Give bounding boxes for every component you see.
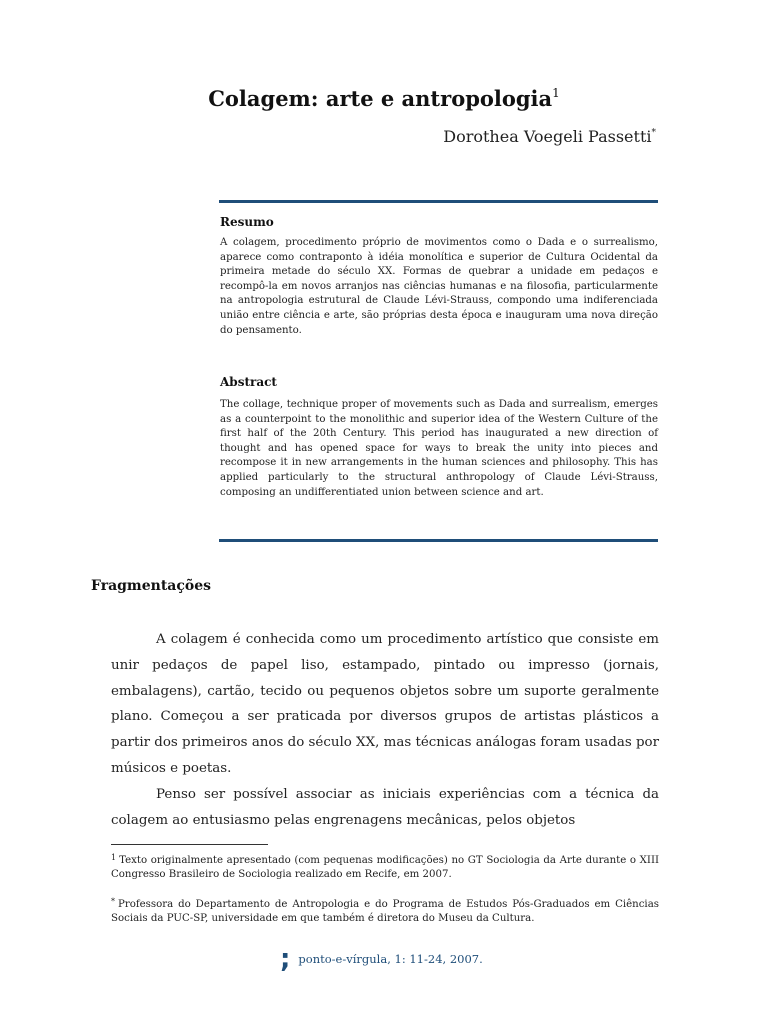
abstract-bottom-rule <box>219 539 658 542</box>
footnote-2 <box>111 895 659 927</box>
journal-footer <box>280 946 483 972</box>
author-name-text: Dorothea Voegeli Passetti <box>443 127 652 146</box>
semicolon-logo-icon: ; <box>280 944 291 974</box>
article-title-text: Colagem: arte e antropologia <box>208 86 553 111</box>
resumo-heading: Resumo <box>220 215 274 229</box>
title-footnote-mark[interactable]: 1 <box>552 86 560 100</box>
footnote-1 <box>111 851 659 883</box>
footnote-2-mark: * <box>111 897 115 906</box>
body-paragraph-2: Penso ser possível associar as iniciais experiências com a técnica da colagem ao entusiasmo pelas engrenagens mecânicas, pelos objetos <box>111 787 659 828</box>
footnote-1-text: Texto originalmente apresentado (com pequenas modificações) no GT Sociologia da Arte durante o XIII Congresso Brasileiro de Sociologia realizado em Recife, em 2007. <box>111 855 659 881</box>
journal-citation: ponto-e-vírgula, 1: 11-24, 2007. <box>298 952 483 966</box>
footnote-separator <box>111 844 268 845</box>
section-heading: Fragmentações <box>91 578 212 594</box>
author-footnote-mark[interactable]: * <box>651 128 656 138</box>
footnote-1-mark: 1 <box>111 853 117 862</box>
abstract-heading: Abstract <box>220 375 277 389</box>
abstract-top-rule <box>219 200 658 203</box>
abstract-text: The collage, technique proper of movements such as Dada and surrealism, emerges as a counterpoint to the monolithic and superior idea of the Western Culture of the first half of the 20th Century. This period has inaugurated a new direction of thought and has opened space for ways to break the unity into pieces and recompose it in new arrangements in the human sciences and philosophy. This has applied particularly to the structural anthropology of Claude Lévi-Strauss, composing an undifferentiated union between science and art. <box>220 399 658 498</box>
resumo-text: A colagem, procedimento próprio de movimentos como o Dada e o surrealismo, aparece como contraponto à idéia monolítica e superior de Cultura Ocidental da primeira metade do século XX. Formas de quebrar a unidade em pedaços e recompô-la em novos arranjos nas ciências humanas e na filosofia, particularmente na antropologia estrutural de Claude Lévi-Strauss, compondo uma indiferenciada união entre ciência e arte, são próprias desta época e inauguram uma nova direção do pensamento. <box>220 237 658 336</box>
footnote-2-text: Professora do Departamento de Antropologia e do Programa de Estudos Pós-Graduados em Ciências Sociais da PUC-SP, universidade em que também é diretora do Museu da Cultura. <box>111 899 659 925</box>
author-name <box>443 127 656 146</box>
body-paragraph-1: A colagem é conhecida como um procedimento artístico que consiste em unir pedaços de papel liso, estampado, pintado ou impresso (jornais, embalagens), cartão, tecido ou pequenos objetos sobre um suporte geralmente plano. Começou a ser praticada por diversos grupos de artistas plásticos a partir dos primeiros anos do século XX, mas técnicas análogas foram usadas por músicos e poetas. <box>111 632 659 776</box>
article-title <box>0 86 768 111</box>
